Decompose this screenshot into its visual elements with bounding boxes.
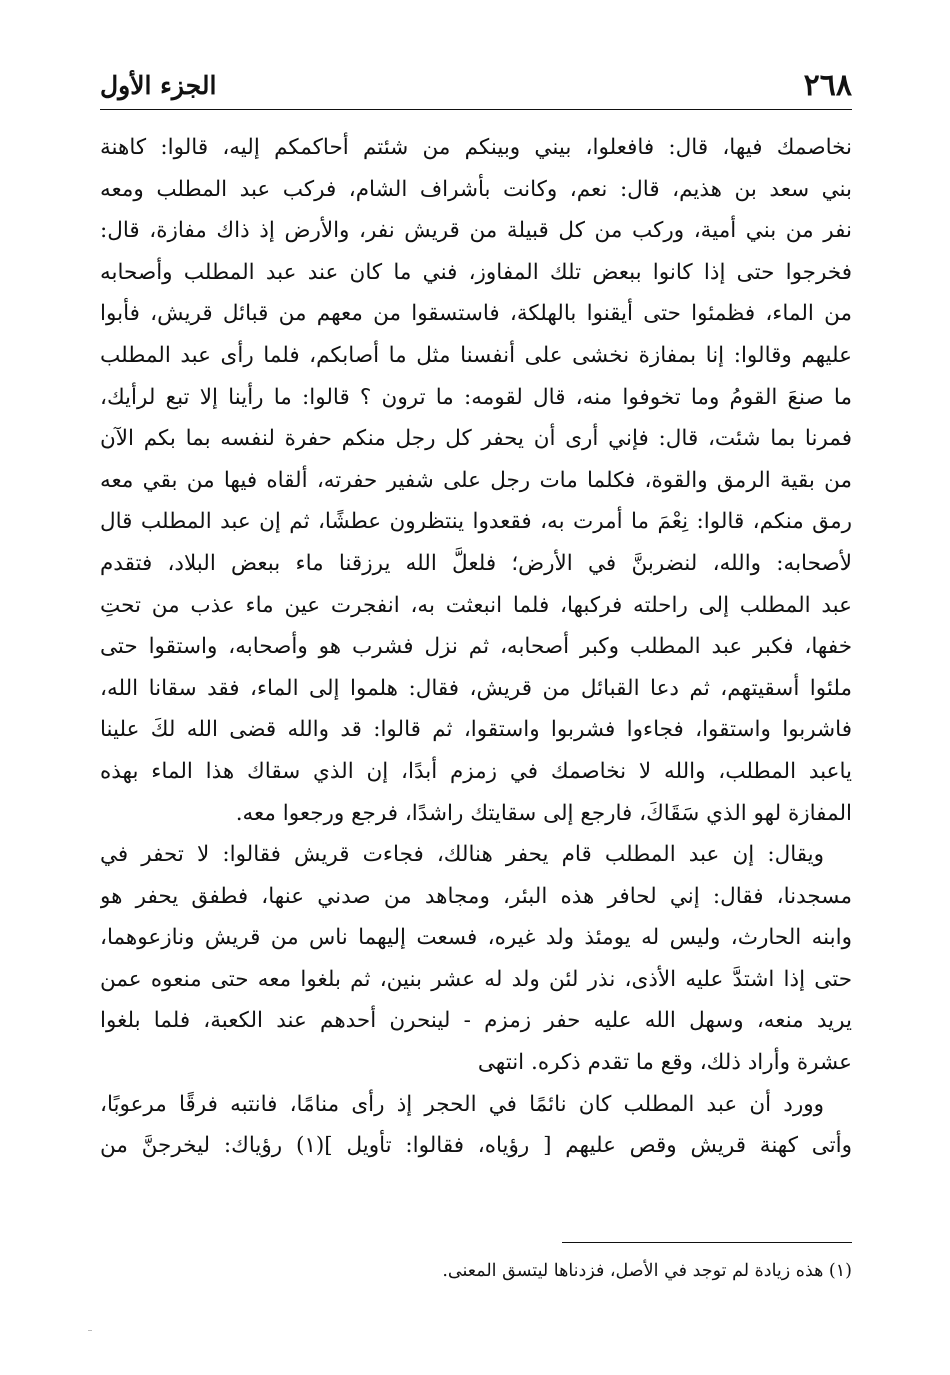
text-line: من بقية الرمق والقوة، فكلما مات رجل على شفير حفرته، ألقاه فيها من بقي معه bbox=[100, 467, 852, 493]
text-line: عليهم وقالوا: إنا بمفازة نخشى على أنفسنا مثل ما أصابكم، فلما رأى عبد المطلب bbox=[100, 342, 852, 368]
text-line: من الماء، فظمئوا حتى أيقنوا بالهلكة، فاستسقوا من معهم من قبائل قريش، فأبوا bbox=[100, 301, 852, 327]
page-header bbox=[100, 66, 852, 106]
text-line: فخرجوا حتى إذا كانوا ببعض تلك المفاوز، فني ما كان عند عبد المطلب وأصحابه bbox=[100, 259, 852, 285]
body-text bbox=[100, 127, 852, 1167]
text-line: المفازة لهو الذي سَقَاكَ، فارجع إلى سقايتك راشدًا، فرجع ورجعوا معه. bbox=[235, 800, 852, 826]
paragraph-start-line: ويقال: إن عبد المطلب قام يحفر هنالك، فجاءت قريش فقالوا: لا تحفر في bbox=[100, 842, 824, 868]
paragraph-start-line: وورد أن عبد المطلب كان نائمًا في الحجر إذ رأى منامًا، فانتبه فرقًا مرعوبًا، bbox=[100, 1091, 824, 1117]
text-line: نخاصمك فيها، قال: فافعلوا، بيني وبينكم من شئتم أحاكمكم إليه، قالوا: كاهنة bbox=[100, 135, 852, 160]
text-line: فمرنا بما شئت، قال: فإني أرى أن يحفر كل رجل منكم حفرة لنفسه بما بكم الآن bbox=[100, 426, 852, 452]
text-line: رمق منكم، قالوا: نِعْمَ ما أمرت به، فقعدوا ينتظرون عطشًا، ثم إن عبد المطلب قال bbox=[100, 509, 852, 535]
header-rule bbox=[100, 109, 852, 110]
text-line: مسجدنا، فقال: إني لحافر هذه البئر، ومجاهد من صدني عنها، فطفق يحفر هو bbox=[100, 883, 852, 909]
page-number: ٢٦٨ bbox=[803, 68, 852, 103]
footnote-rule bbox=[562, 1242, 852, 1243]
text-line: نفر من بني أمية، وركب من كل قبيلة من قريش نفر، والأرض إذ ذاك مفازة، قال: bbox=[100, 218, 852, 244]
text-line: ياعبد المطلب، والله لا نخاصمك في زمزم أبدًا، إن الذي سقاك هذا الماء بهذه bbox=[100, 758, 852, 784]
text-line: خفها، فكبر عبد المطلب وكبر أصحابه، ثم نزل فشرب هو وأصحابه، واستقوا حتى bbox=[100, 634, 852, 660]
text-line: فاشربوا واستقوا، فجاءوا فشربوا واستقوا، ثم قالوا: قد والله قضى الله لكَ علينا bbox=[100, 717, 852, 743]
text-line: حتى إذا اشتدَّ عليه الأذى، نذر لئن ولد له عشر بنين، ثم بلغوا معه حتى منعوه عمن bbox=[100, 966, 852, 992]
text-line: عبد المطلب إلى راحلته فركبها، فلما انبعثت به، انفجرت عين ماء عذب من تحتِ bbox=[100, 592, 852, 618]
scan-speck bbox=[88, 1330, 92, 1331]
text-line: وابنه الحارث، وليس له يومئذ ولد غيره، فسعت إليهما ناس من قريش ونازعوهما، bbox=[100, 925, 852, 951]
text-line: يريد منعه، وسهل الله عليه حفر زمزم - لينحرن أحدهم عند الكعبة، فلما بلغوا bbox=[100, 1008, 852, 1034]
running-title: الجزء الأول bbox=[100, 71, 217, 100]
text-line: عشرة وأراد ذلك، وقع ما تقدم ذكره. انتهى bbox=[477, 1050, 852, 1076]
text-line: بني سعد بن هذيم، قال: نعم، وكانت بأشراف الشام، فركب عبد المطلب ومعه bbox=[100, 176, 852, 202]
text-line: ما صنعَ القومُ وما تخوفوا منه، قال لقومه: ما ترون ؟ قالوا: ما رأينا إلا تبع لرأيك، bbox=[100, 384, 852, 410]
footnote: (١) هذه زيادة لم توجد في الأصل، فزدناها ليتسق المعنى. bbox=[442, 1261, 852, 1281]
text-line: لأصحابه: والله، لنضربنَّ في الأرض؛ فلعلَّ الله يرزقنا ماء ببعض البلاد، فتقدم bbox=[100, 550, 852, 576]
text-line: ملئوا أسقيتهم، ثم دعا القبائل من قريش، فقال: هلموا إلى الماء، فقد سقانا الله، bbox=[100, 675, 852, 701]
text-line: وأتى كهنة قريش وقص عليهم [ رؤياه، فقالوا: تأويل ](١) رؤياك: ليخرجنَّ من bbox=[100, 1133, 852, 1159]
